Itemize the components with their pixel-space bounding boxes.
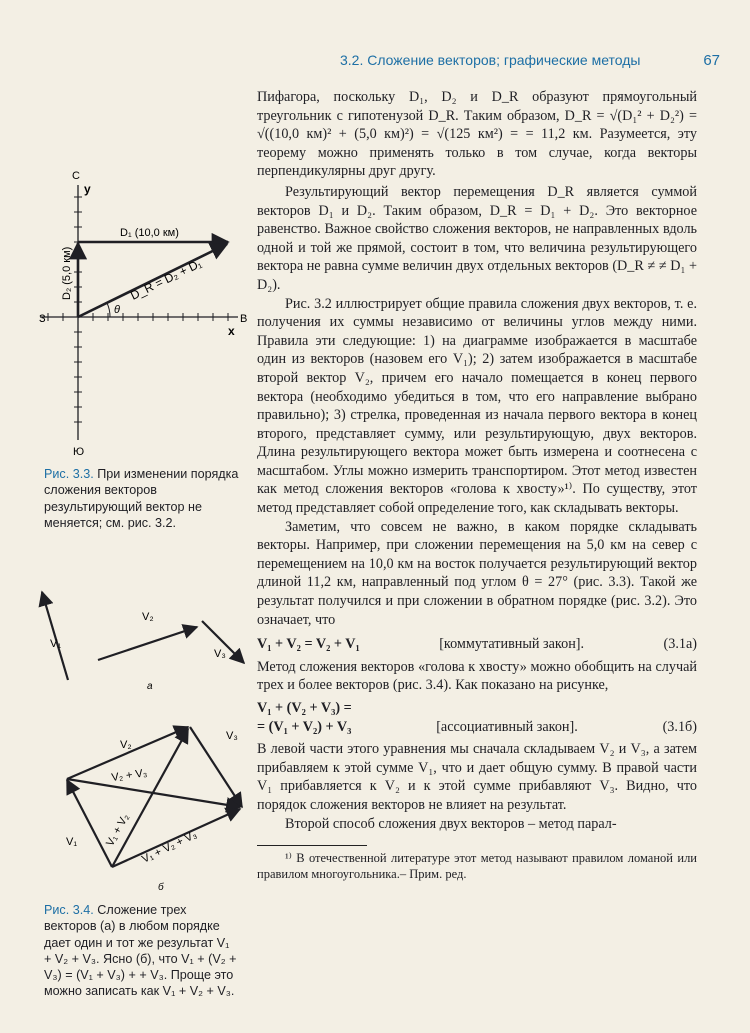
equation-3-1a — [257, 635, 697, 654]
west-label: З — [39, 313, 46, 325]
south-label: Ю — [73, 446, 85, 458]
x-axis-label: x — [228, 324, 235, 338]
figure-3-3 — [40, 165, 250, 460]
equation-3-1a-note: [коммутативный закон]. — [439, 636, 585, 653]
vector-v1-b — [67, 780, 112, 867]
y-axis-label: y — [84, 182, 91, 196]
equation-3-1b-line2: = (V₁ + V₂) + V₃ — [257, 718, 352, 735]
v2-label-b: V₂ — [120, 739, 132, 751]
caption-label: Рис. 3.4. — [44, 903, 94, 917]
paragraph-6: В левой части этого уравнения мы сначала складываем V₂ и V₃, а затем прибавляем к этой сумме V₁, что и дает общую сумму. В правой части V₁ прибавляется к V₂ и к этой сумме прибавляют V₃. Видно, что порядок сложения векторов не влияет на результат. — [257, 741, 697, 813]
equation-3-1b-number: (3.1б) — [662, 718, 697, 735]
v3-label-b: V₃ — [226, 730, 238, 742]
figure-3-4 — [30, 585, 250, 895]
footnote-rule — [257, 845, 367, 846]
sub-a-label: а — [147, 681, 153, 692]
equation-3-1b — [257, 699, 697, 736]
caption-text: При изменении порядка сложения векторов результирующий вектор не меняется; см. рис. 3.2. — [44, 467, 239, 530]
caption-label: Рис. 3.3. — [44, 467, 94, 481]
dr-label: D_R = D₂ + D₁ — [128, 256, 204, 303]
caption-text: Сложение трех векторов (а) в любом порядке дает один и тот же результат V₁ + V₂ + V₃. Ясно (б), что V₁ + (V₂ + V₃) = (V₁ + V₃) + + V₃. Проще это можно записать как V₁ + V₂ + V₃. — [44, 903, 237, 999]
v1-label-a: V₁ — [50, 638, 62, 650]
equation-3-1b-note: [ассоциативный закон]. — [436, 718, 578, 735]
paragraph-5: Метод сложения векторов «голова к хвосту» можно обобщить на случай трех и более векторов (рис. 3.4). Как показано на рисунке, — [257, 658, 697, 694]
v1-plus-v2-label: V₁ + V₂ — [104, 811, 132, 849]
east-label: В — [240, 313, 248, 325]
section-title: 3.2. Сложение векторов; графические методы — [340, 52, 641, 68]
v1-v2-v3-label: V₁ + V₂ + V₃ — [140, 828, 199, 866]
footnote: ¹⁾ В отечественной литературе этот метод называют правилом ломаной или правилом многоугольника.– Прим. ред. — [257, 851, 697, 882]
vector-v1-a — [42, 592, 68, 680]
equation-3-1a-number: (3.1а) — [663, 636, 697, 653]
v1-label-b: V₁ — [66, 836, 78, 848]
vector-v2-a — [98, 627, 197, 660]
figure-3-4-caption — [44, 902, 240, 1000]
d2-label: D₂ (5,0 км) — [61, 246, 73, 300]
figure-3-3-caption — [44, 466, 240, 531]
theta-label: θ — [114, 304, 120, 316]
paragraph-7: Второй способ сложения двух векторов – метод парал- — [285, 815, 617, 832]
main-text-column — [257, 88, 697, 882]
sub-b-label: б — [158, 882, 164, 893]
paragraph-1: Пифагора, поскольку D₁, D₂ и D_R образуют прямоугольный треугольник с гипотенузой D_R. Таким образом, D_R = √(D₁² + D₂²) = √((10,0 км)² + (5,0 км)²) = √(125 км²) = = 11,2 км. Разумеется, эту теорему можно применять только в том случае, когда векторы перпендикулярны друг другу. — [257, 89, 697, 180]
v3-label-a: V₃ — [214, 648, 226, 660]
paragraph-2: Результирующий вектор перемещения D_R является суммой векторов D₁ и D₂. Таким образом, D_R = D₁ + D₂. Это векторное равенство. Важное свойство сложения векторов, не направленных вдоль одной и той же прямой, состоит в том, что величина результирующего вектора не равна сумме величин двух отдельных векторов (D_R ≠ ≠ D₁ + D₂). — [257, 183, 697, 293]
v2-label-a: V₂ — [142, 611, 154, 623]
equation-3-1a-body: V₁ + V₂ = V₂ + V₁ — [257, 636, 360, 653]
equation-3-1b-line1: V₁ + (V₂ + V₃) = — [257, 700, 352, 716]
d1-label: D₁ (10,0 км) — [120, 227, 179, 239]
theta-arc — [107, 303, 110, 317]
running-header — [340, 52, 720, 68]
north-label: С — [72, 170, 80, 182]
page-number: 67 — [703, 52, 720, 69]
v2-plus-v3-label: V₂ + V₃ — [110, 767, 149, 784]
paragraph-4: Заметим, что совсем не важно, в каком порядке складывать векторы. Например, при сложении перемещения на 5,0 км на север с перемещением на 10,0 км на восток получается результирующий вектор длиной 11,2 км, направленный под углом θ = 27° (рис. 3.3). Такой же результат получился и при сложении в обратном порядке (рис. 3.2). Это означает, что — [257, 518, 697, 628]
paragraph-3: Рис. 3.2 иллюстрирует общие правила сложения двух векторов, т. е. получения их суммы независимо от величины углов между ними. Правила эти следующие: 1) на диаграмме изображается в масштабе один из векторов (назовем его V₁); 2) затем изображается в масштабе второй вектор V₂, причем его начало помещается в конец первого вектора (необходимо убедиться в том, что его направление выбрано правильно); 3) стрелка, проведенная из начала первого вектора в конец второго, представляет сумму, или результирующую, двух векторов. Длина результирующего вектора может быть измерена и соотнесена с масштабом. Углы можно измерить транспортиром. Этот метод известен как метод сложения векторов «голова к хвосту»¹⁾. По существу, этот метод представляет собой определение того, как складывать векторы. — [257, 295, 697, 517]
